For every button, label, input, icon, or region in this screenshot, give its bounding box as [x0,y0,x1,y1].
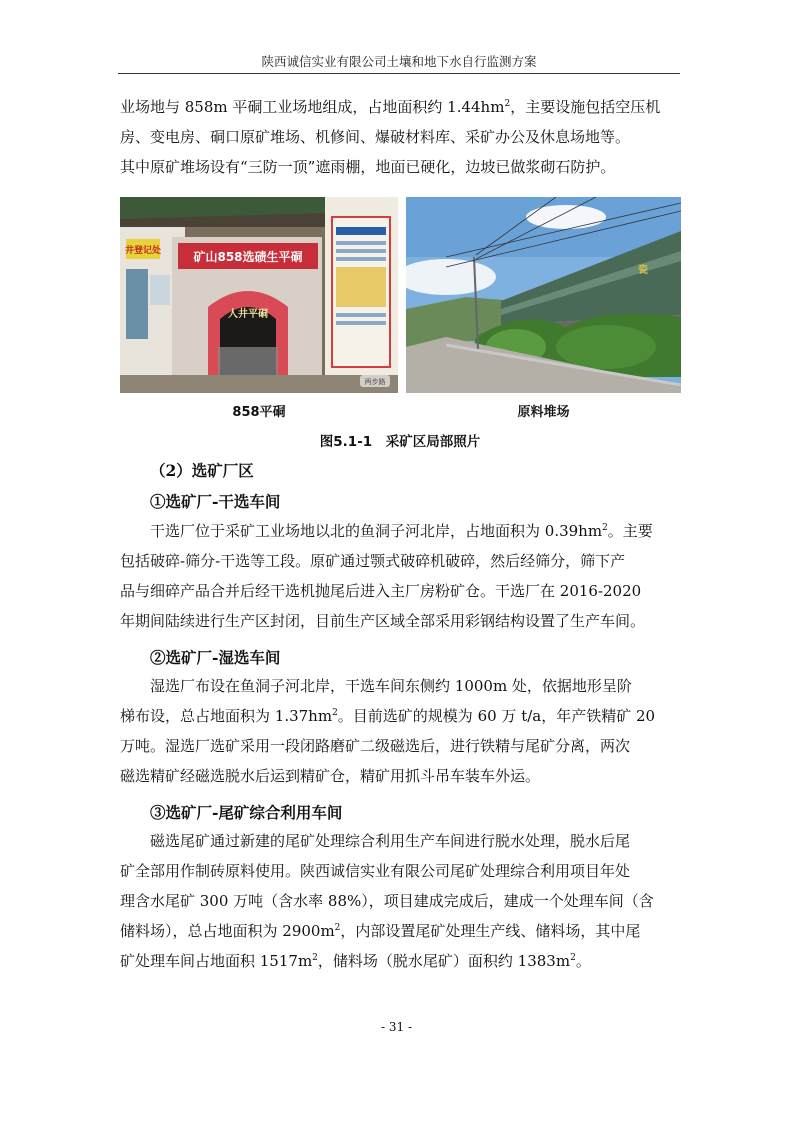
side-sign-text: 井登记处 [124,246,162,256]
wet-line-1: 湿选厂布设在鱼洞子河北岸，干选车间东侧约 1000m 处，依据地形呈阶 [150,677,632,695]
photo-caption-yard: 原料堆场 [517,405,570,420]
superscript: 2 [602,523,608,533]
intro-line-1-a: 业场地与 858m 平硐工业场地组成，占地面积约 1.44hm [120,98,505,116]
wet-line-3: 万吨。湿选厂选矿采用一段闭路磨矿二级磁选后，进行铁精与尾矿分离，两次 [120,737,631,755]
wet-line-2 [120,701,680,731]
paragraph-tailings [120,826,680,976]
yard-photo-image [406,197,681,393]
subsection-heading-wet: ②选矿厂-湿选车间 [150,648,281,667]
subsection-heading-dry: ①选矿厂-干选车间 [150,492,281,511]
paragraph-dry-separation [120,516,680,636]
intro-line-1-b: ，主要设施包括空压机 [510,98,661,116]
dry-line-4: 年期间陆续进行生产区封闭，目前生产区域全部采用彩钢结构设置了生产车间。 [120,612,646,630]
dry-line-1 [120,516,680,546]
tail-line-5-c: 。 [575,952,591,970]
tail-line-4-a: 储料场），总占地面积为 2900m [120,922,335,940]
dry-line-1-a: 干选厂位于采矿工业场地以北的鱼洞子河北岸，占地面积为 0.39hm [150,522,603,540]
superscript: 2 [334,923,341,933]
adit-photo-image [120,197,398,393]
photo-858-adit [120,197,398,393]
tail-line-5 [120,946,680,976]
superscript: 2 [570,953,576,963]
intro-line-3: 其中原矿堆场设有“三防一顶”遮雨棚，地面已硬化，边坡已做浆砌石防护。 [120,158,616,176]
superscript: 2 [332,708,338,718]
photo-raw-material-yard [406,197,681,393]
page-number: - 31 - [380,1020,412,1034]
intro-line-2: 房、变电房、硐口原矿堆场、机修间、爆破材料库、采矿办公及休息场地等。 [120,128,631,146]
intro-line-1 [120,92,680,122]
superscript: 2 [504,99,511,109]
tail-line-3: 理含水尾矿 300 万吨（含水率 88%），项目建成完成后，建成一个处理车间（含 [120,892,654,910]
wall-char-text: 瓷 [638,265,648,276]
tail-line-5-b: ，储料场（脱水尾矿）面积约 1383m [317,952,571,970]
section-heading-2: （2）选矿厂区 [150,461,254,480]
tail-line-4-b: ，内部设置尾矿处理生产线、储料场，其中尾 [340,922,641,940]
dry-line-3: 品与细碎产品合并后经干选机抛尾后进入主厂房粉矿仓。干选厂在 2016-2020 [120,582,642,600]
photo-caption-858: 858平硐 [232,405,286,420]
page-header: 陕西诚信实业有限公司土壤和地下水自行监测方案 [118,52,680,74]
figure-title: 图5.1-1 采矿区局部照片 [319,434,481,450]
wet-line-4: 磁选精矿经磁选脱水后运到精矿仓，精矿用抓斗吊车装车外运。 [120,767,541,785]
dry-line-1-b: 。主要 [607,522,653,540]
tail-line-4 [120,916,680,946]
wet-line-2-a: 梯布设，总占地面积为 1.37hm [120,707,333,725]
intro-paragraph [120,92,680,182]
subsection-heading-tailings: ③选矿厂-尾矿综合利用车间 [150,803,343,822]
tail-line-2: 矿全部用作制砖原料使用。陕西诚信实业有限公司尾矿处理综合利用项目年处 [120,862,631,880]
superscript: 2 [312,953,318,963]
dry-line-2: 包括破碎-筛分-干选等工段。原矿通过颚式破碎机破碎，然后经筛分，筛下产 [120,552,626,570]
adit-plaque-text: 人井平硐 [228,309,268,320]
paragraph-wet-separation [120,671,680,791]
tail-line-5-a: 矿处理车间占地面积 1517m [120,952,313,970]
wet-line-2-b: 。目前选矿的规模为 60 万 t/a，年产铁精矿 20 [337,707,656,725]
watermark-text: 两步路 [364,378,386,386]
adit-sign-text: 矿山858选碛生平硐 [193,250,303,264]
tail-line-1: 磁选尾矿通过新建的尾矿处理综合利用生产车间进行脱水处理，脱水后尾 [150,832,631,850]
